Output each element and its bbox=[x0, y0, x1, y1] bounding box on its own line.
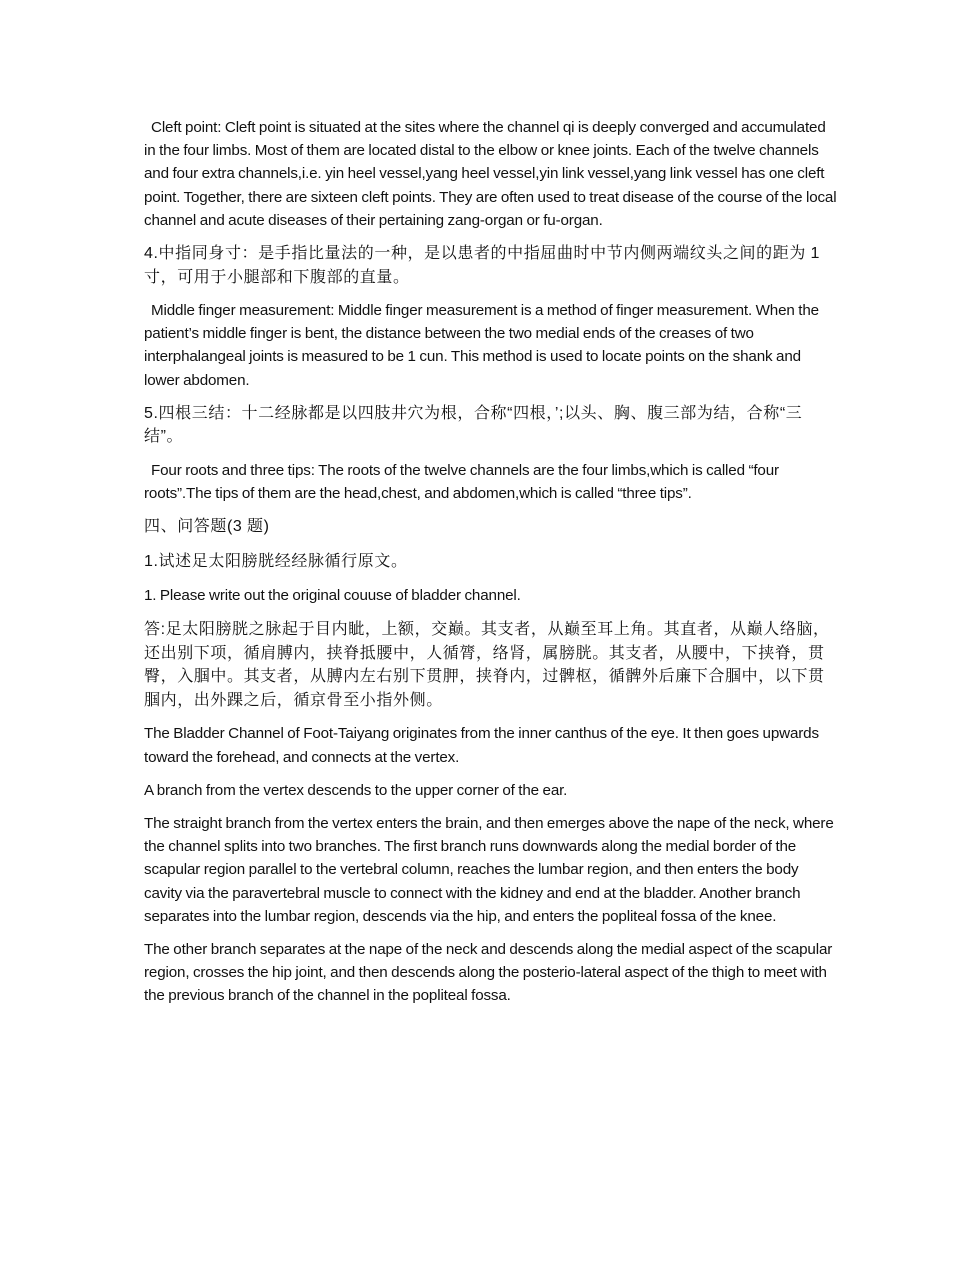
answer-1-en-origin: The Bladder Channel of Foot-Taiyang originates from the inner canthus of the eye. It then goes upwards toward the forehead, and connects at the vertex. bbox=[144, 725, 819, 766]
question-1-cn: 1.试述足太阳膀胱经经脉循行原文。 bbox=[144, 552, 408, 570]
section-heading-questions: 四、问答题(3 题) bbox=[144, 518, 270, 536]
middle-finger-measurement-cn: 4.中指同身寸：是手指比量法的一种，是以患者的中指屈曲时中节内侧两端纹头之间的距为 1 寸，可用于小腿部和下腹部的直量。 bbox=[144, 245, 820, 286]
answer-1-cn: 答:足太阳膀胱之脉起于目内眦，上额，交巅。其支者，从巅至耳上角。其直者，从巅人络脑，还出别下项，循肩膊内，挟脊抵腰中，人循膂，络肾，属膀胱。其支者，从腰中，下挟脊，贯臀，入腘中。其支者，从膊内左右别下贯胛，挟脊内，过髀枢，循髀外后廉下合腘中，以下贯腘内，出外踝之后，循京骨至小指外侧。 bbox=[144, 621, 830, 709]
answer-1-en-straight-branch: The straight branch from the vertex enters the brain, and then emerges above the nape of the neck, where the channel splits into two branches. The first branch runs downwards along the medial border of the scapular region parallel to the vertebral column, reaches the lumbar region, and then enters the body cavity via the paravertebral muscle to connect with the kidney and end at the bladder. Another branch separates into the lumbar region, descends via the hip, and enters the popliteal fossa of the knee. bbox=[144, 815, 834, 925]
answer-1-en-other-branch: The other branch separates at the nape of the neck and descends along the medial aspect of the scapular region, crosses the hip joint, and then descends along the posterio-lateral aspect of the thigh to meet with the previous branch of the channel in the popliteal fossa. bbox=[144, 941, 833, 1005]
question-1-en: 1. Please write out the original couuse of bladder channel. bbox=[144, 587, 521, 605]
middle-finger-measurement-en: Middle finger measurement: Middle finger measurement is a method of finger measurement. When the patient’s middle finger is bent, the distance between the two medial ends of the creases of two interphalangeal joints is measured to be 1 cun. This method is used to locate points on the shank and lower abdomen. bbox=[144, 302, 819, 389]
answer-1-en-ear-branch: A branch from the vertex descends to the upper corner of the ear. bbox=[144, 781, 568, 799]
document-page bbox=[144, 116, 838, 1018]
four-roots-three-tips-cn: 5.四根三结：十二经脉都是以四肢井穴为根，合称“四根，’;以头、胸、腹三部为结，合称“三结”。 bbox=[144, 404, 803, 446]
four-roots-three-tips-en: Four roots and three tips: The roots of the twelve channels are the four limbs,which is called “four roots”.The tips of them are the head,chest, and abdomen,which is called “three tips”. bbox=[144, 461, 779, 503]
cleft-point-definition: Cleft point: Cleft point is situated at the sites where the channel qi is deeply converged and accumulated in the four limbs. Most of them are located distal to the elbow or knee joints. Each of the twelve channels and four extra channels,i.e. yin heel vessel,yang heel vessel,yin link vessel,yang link vessel has one cleft point. Together, there are sixteen cleft points. They are often used to treat disease of the course of the local channel and acute diseases of their pertaining zang-organ or fu-organ. bbox=[144, 119, 837, 229]
